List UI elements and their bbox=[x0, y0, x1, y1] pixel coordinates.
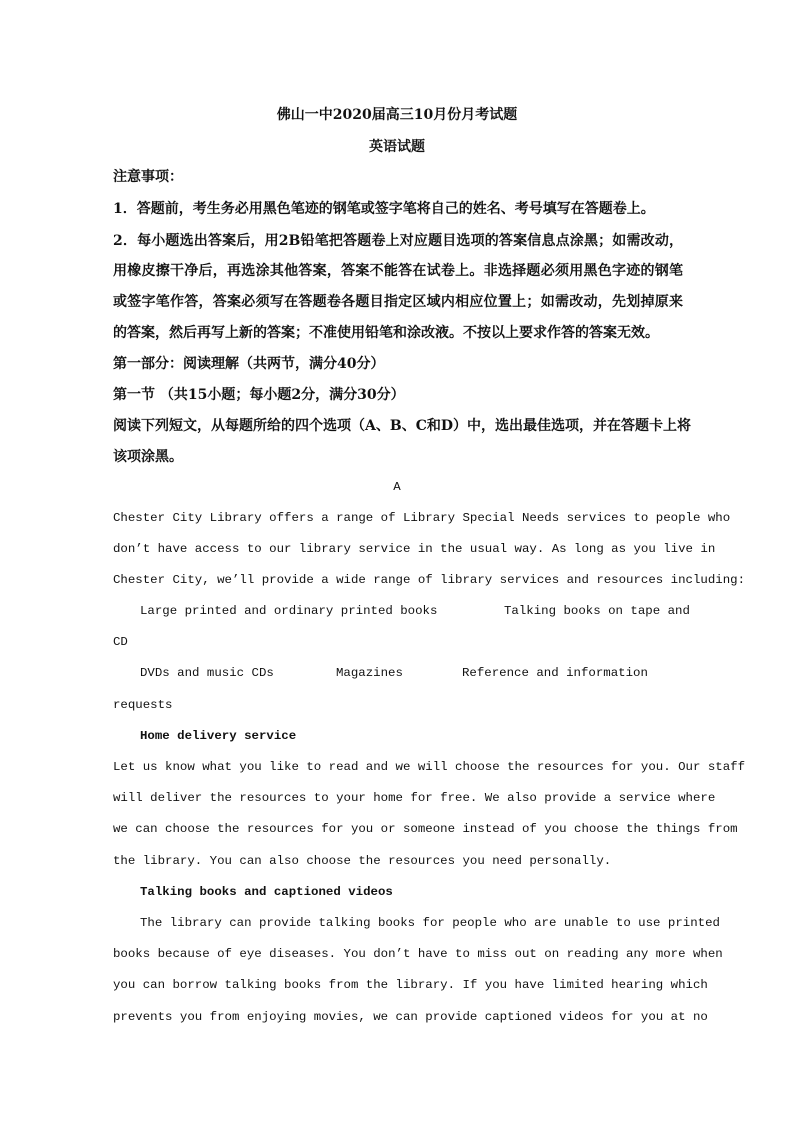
talking-books-line-3: you can borrow talking books from the library. If you have limited hearing which bbox=[113, 978, 708, 992]
service-item-cd: CD bbox=[113, 635, 128, 649]
intro-line-1: Chester City Library offers a range of Library Special Needs services to people who bbox=[113, 511, 731, 525]
notes-heading: 注意事项： bbox=[113, 169, 183, 185]
service-item-dvds: DVDs and music CDs bbox=[140, 666, 274, 680]
intro-line-2: don’t have access to our library service in the usual way. As long as you live in bbox=[113, 542, 716, 556]
home-delivery-line-1: Let us know what you like to read and we will choose the resources for you. Our staff bbox=[113, 760, 746, 774]
section1-heading: 第一节 （共15小题；每小题2分，满分30分） bbox=[113, 387, 405, 403]
home-delivery-line-3: we can choose the resources for you or someone instead of you choose the things from bbox=[113, 822, 738, 836]
passage-label: A bbox=[393, 480, 401, 494]
intro-line-3: Chester City, we’ll provide a wide range of library services and resources including: bbox=[113, 573, 746, 587]
talking-books-heading: Talking books and captioned videos bbox=[140, 885, 393, 899]
service-item-requests: requests bbox=[113, 698, 173, 712]
service-item-reference: Reference and information bbox=[462, 666, 648, 680]
note-item-2-line-1: 2．每小题选出答案后，用2B铅笔把答题卷上对应题目选项的答案信息点涂黑；如需改动， bbox=[113, 233, 683, 249]
note-item-2-line-2: 用橡皮擦干净后，再选涂其他答案，答案不能答在试卷上。非选择题必须用黑色字迹的钢笔 bbox=[113, 263, 683, 279]
home-delivery-line-2: will deliver the resources to your home for free. We also provide a service where bbox=[113, 791, 716, 805]
instruction-line-1: 阅读下列短文，从每题所给的四个选项（A、B、C和D）中，选出最佳选项，并在答题卡上将 bbox=[113, 418, 691, 434]
talking-books-line-1: The library can provide talking books for people who are unable to use printed bbox=[140, 916, 720, 930]
subject-title: 英语试题 bbox=[369, 139, 425, 155]
service-item-printed-books: Large printed and ordinary printed books bbox=[140, 604, 438, 618]
home-delivery-heading: Home delivery service bbox=[140, 729, 297, 743]
talking-books-line-4: prevents you from enjoying movies, we can provide captioned videos for you at no bbox=[113, 1010, 708, 1024]
talking-books-line-2: books because of eye diseases. You don’t have to miss out on reading any more when bbox=[113, 947, 723, 961]
note-item-2-line-4: 的答案，然后再写上新的答案；不准使用铅笔和涂改液。不按以上要求作答的答案无效。 bbox=[113, 325, 659, 341]
exam-title: 佛山一中2020届高三10月份月考试题 bbox=[276, 107, 518, 123]
instruction-line-2: 该项涂黑。 bbox=[113, 449, 183, 465]
service-item-talking-books: Talking books on tape and bbox=[504, 604, 690, 618]
part1-heading: 第一部分：阅读理解（共两节，满分40分） bbox=[113, 356, 385, 372]
home-delivery-line-4: the library. You can also choose the resources you need personally. bbox=[113, 854, 612, 868]
note-item-2-line-3: 或签字笔作答，答案必须写在答题卷各题目指定区域内相应位置上；如需改动，先划掉原来 bbox=[113, 294, 683, 310]
note-item-1: 1．答题前，考生务必用黑色笔迹的钢笔或签字笔将自己的姓名、考号填写在答题卷上。 bbox=[113, 201, 655, 217]
service-item-magazines: Magazines bbox=[336, 666, 403, 680]
